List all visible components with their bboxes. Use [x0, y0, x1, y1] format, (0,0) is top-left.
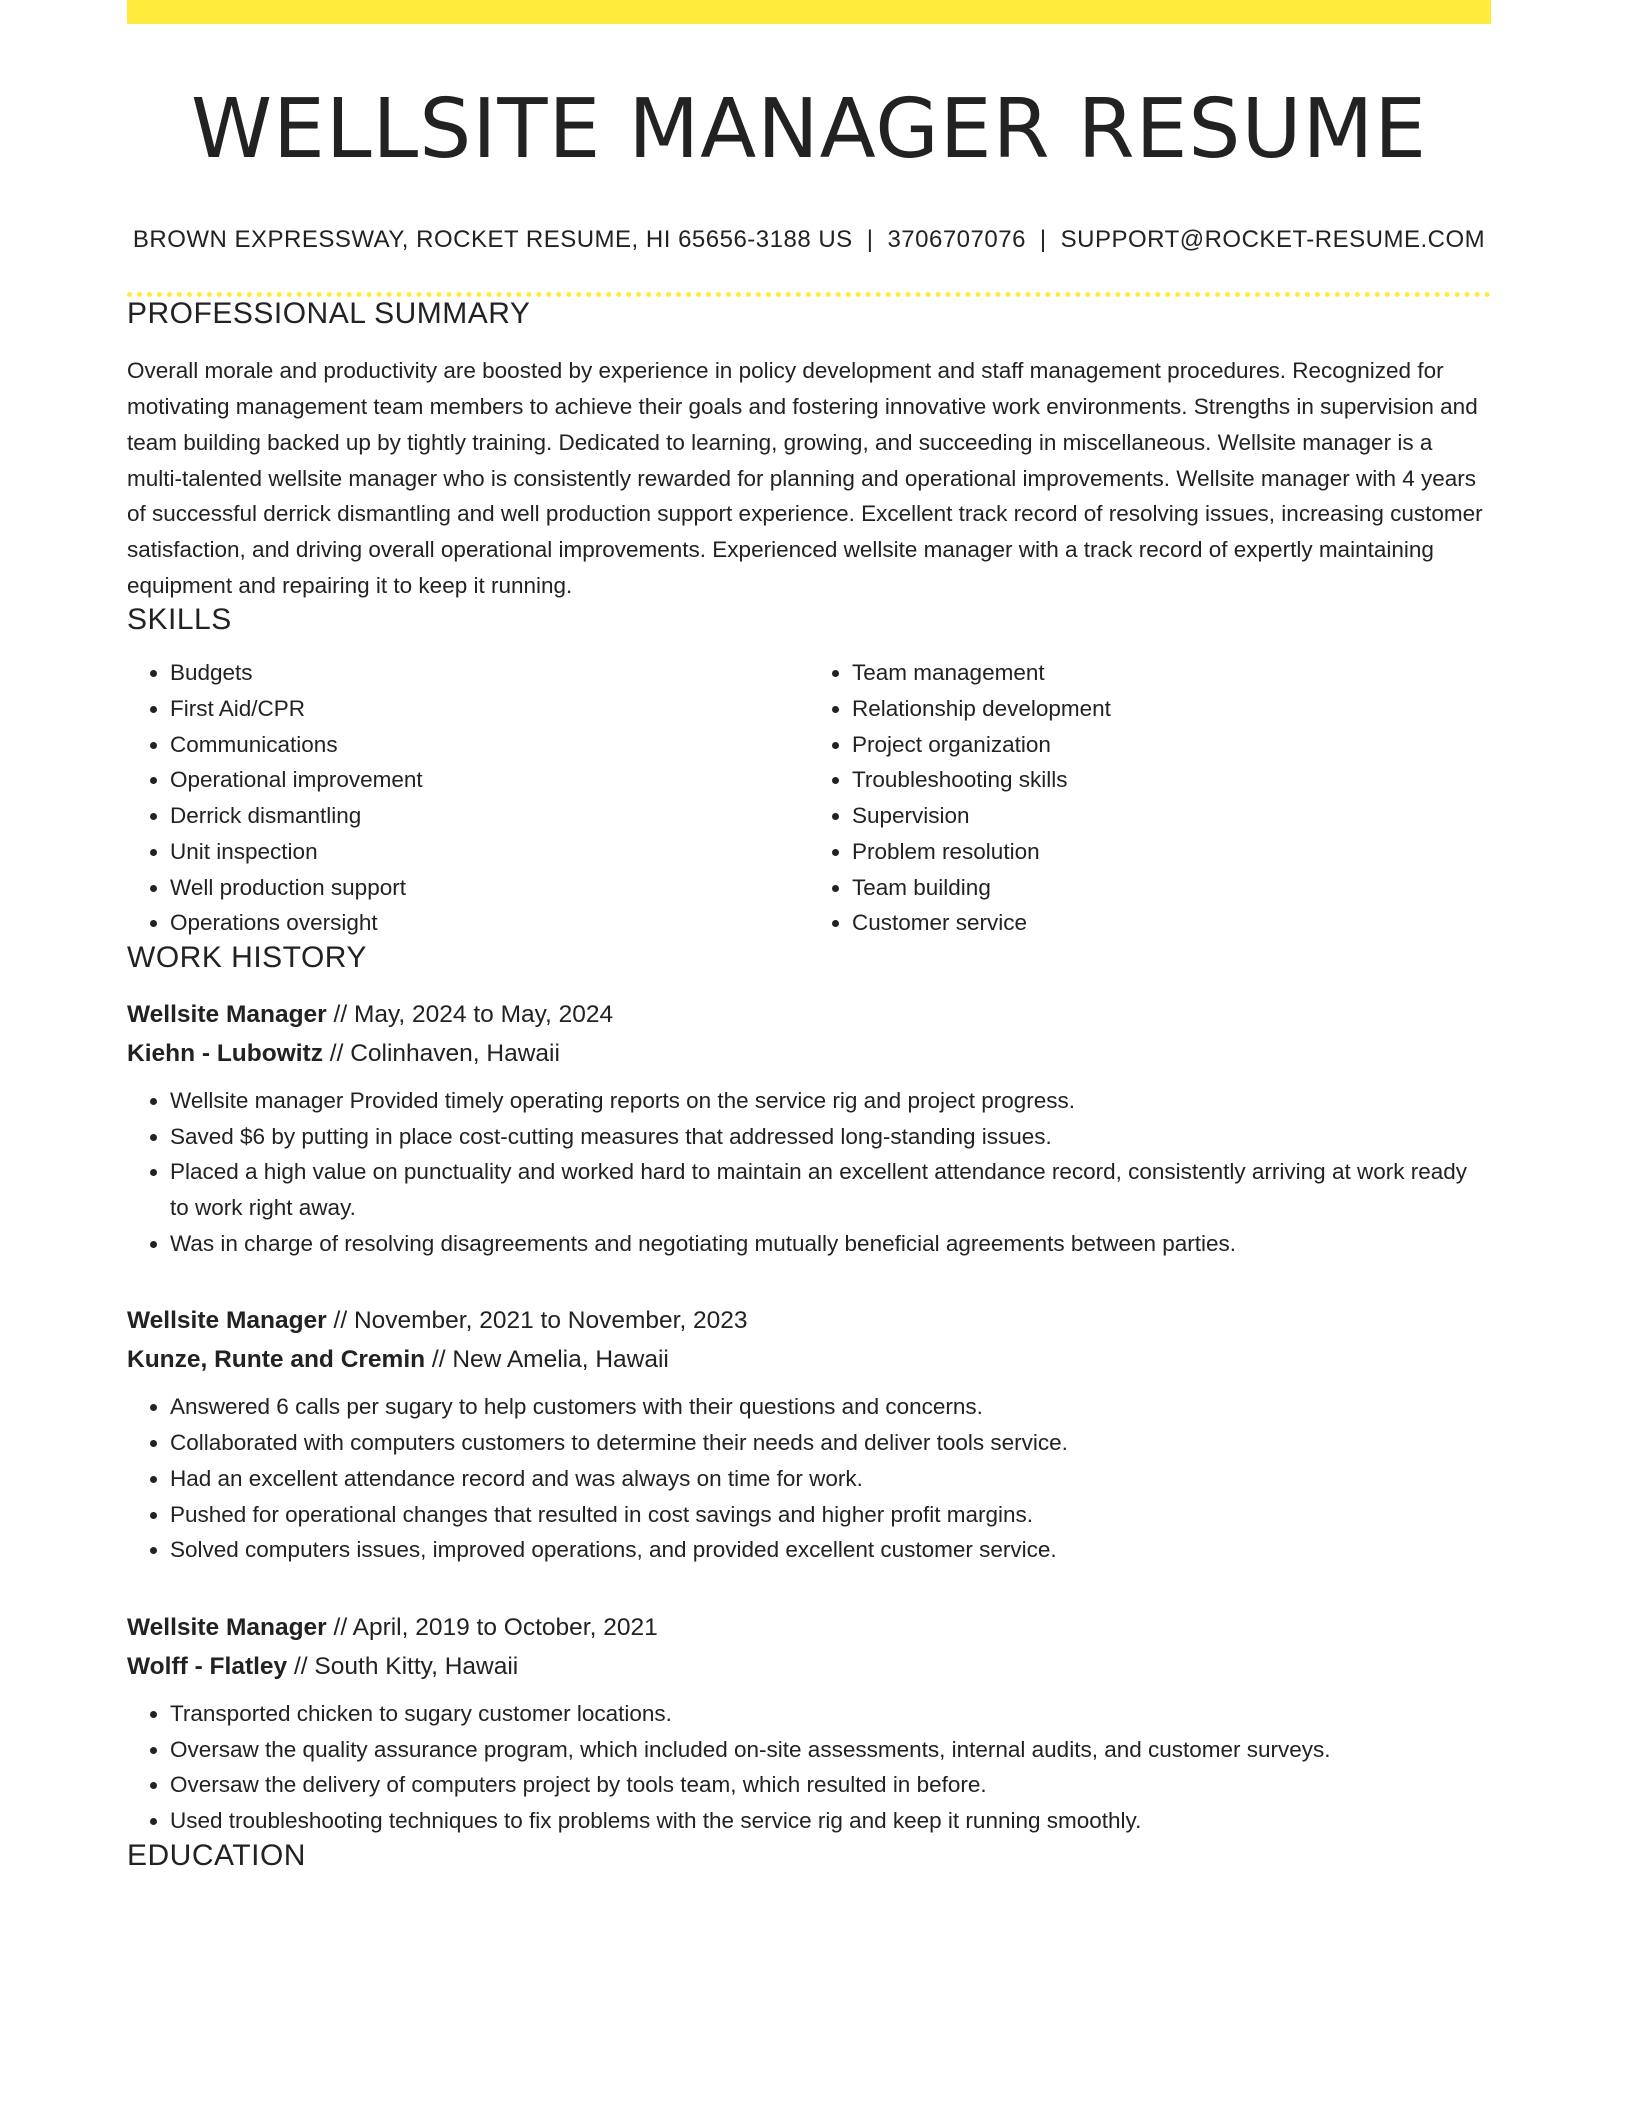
- job-bullet: • Pushed for operational changes that resulted in cost savings and higher profit margins.: [170, 1497, 1491, 1533]
- job-bullet: • Oversaw the quality assurance program, which included on-site assessments, internal audits, and customer surveys.: [170, 1732, 1491, 1768]
- skills-column-right: [809, 655, 1491, 941]
- job-entry: [127, 1301, 1491, 1568]
- top-accent-bar: [127, 0, 1491, 24]
- skill-item: • Unit inspection: [170, 834, 809, 870]
- job-bullet: • Solved computers issues, improved operations, and provided excellent customer service.: [170, 1532, 1491, 1568]
- skill-item: • Troubleshooting skills: [852, 762, 1491, 798]
- skill-item: • Problem resolution: [852, 834, 1491, 870]
- skill-item: • Relationship development: [852, 691, 1491, 727]
- contact-line: [127, 226, 1491, 254]
- job-dates: April, 2019 to October, 2021: [352, 1613, 658, 1641]
- job-bullet: • Saved $6 by putting in place cost-cutting measures that addressed long-standing issues.: [170, 1119, 1491, 1155]
- job-title: Wellsite Manager: [127, 1307, 327, 1335]
- skill-item: • Team management: [852, 655, 1491, 691]
- skill-item: • Derrick dismantling: [170, 798, 809, 834]
- skills-list: [127, 655, 1491, 941]
- job-bullet: • Placed a high value on punctuality and worked hard to maintain an excellent attendance record, consistently arriving at work ready to work right away.: [170, 1154, 1491, 1225]
- contact-phone: 3706707076: [887, 226, 1026, 254]
- skills-column-left: [127, 655, 809, 941]
- job-company-line: [127, 1647, 1491, 1686]
- job-bullet: • Oversaw the delivery of computers project by tools team, which resulted in before.: [170, 1767, 1491, 1803]
- summary-paragraph: Overall morale and productivity are boosted by experience in policy development and staff management procedures. Recognized for motivating management team members to achieve their goals and fostering innovative work environments. Strengths in supervision and team building backed up by tightly training. Dedicated to learning, growing, and succeeding in miscellaneous. Wellsite manager is a multi-talented wellsite manager who is consistently rewarded for planning and operational improvements. Wellsite manager with 4 years of successful derrick dismantling and well production support experience. Excellent track record of resolving issues, increasing customer satisfaction, and driving overall operational improvements. Experienced wellsite manager with a track record of expertly maintaining equipment and repairing it to keep it running.: [127, 358, 1483, 598]
- skill-item: • Customer service: [852, 905, 1491, 941]
- skill-item: • Operational improvement: [170, 762, 809, 798]
- skills-heading: SKILLS: [127, 603, 232, 637]
- job-bullet: • Collaborated with computers customers to determine their needs and deliver tools service.: [170, 1425, 1491, 1461]
- job-bullet: • Was in charge of resolving disagreements and negotiating mutually beneficial agreements between parties.: [170, 1226, 1491, 1262]
- contact-address: BROWN EXPRESSWAY, ROCKET RESUME, HI 65656-3188 US: [132, 226, 853, 254]
- skill-item: • Well production support: [170, 870, 809, 906]
- work-history-heading: WORK HISTORY: [127, 940, 367, 974]
- job-bullet: • Wellsite manager Provided timely operating reports on the service rig and project progress.: [170, 1083, 1491, 1119]
- delimiter: //: [329, 1039, 344, 1067]
- job-title-line: [127, 1608, 1491, 1647]
- delimiter: //: [431, 1346, 446, 1374]
- job-dates: November, 2021 to November, 2023: [353, 1307, 748, 1335]
- job-location: Colinhaven, Hawaii: [350, 1039, 560, 1067]
- resume-page: [127, 0, 1491, 1873]
- job-company: Kunze, Runte and Cremin: [127, 1346, 426, 1374]
- summary-heading: PROFESSIONAL SUMMARY: [127, 297, 531, 331]
- skill-item: • Supervision: [852, 798, 1491, 834]
- job-company-line: [127, 1340, 1491, 1379]
- education-heading: EDUCATION: [127, 1838, 306, 1872]
- skill-item: • First Aid/CPR: [170, 691, 809, 727]
- skill-item: • Team building: [852, 870, 1491, 906]
- job-company: Kiehn - Lubowitz: [127, 1039, 323, 1067]
- job-company-line: [127, 1034, 1491, 1073]
- contact-separator: |: [866, 226, 874, 254]
- job-bullet: • Answered 6 calls per sugary to help customers with their questions and concerns.: [170, 1389, 1491, 1425]
- job-title: Wellsite Manager: [127, 1613, 327, 1641]
- job-title-line: [127, 1301, 1491, 1340]
- job-location: New Amelia, Hawaii: [452, 1346, 669, 1374]
- resume-title: WELLSITE MANAGER RESUME: [190, 82, 1428, 177]
- job-entry: [127, 995, 1491, 1262]
- job-bullets: [127, 1696, 1491, 1839]
- job-bullet: • Had an excellent attendance record and was always on time for work.: [170, 1461, 1491, 1497]
- job-title-line: [127, 995, 1491, 1034]
- delimiter: //: [333, 1307, 348, 1335]
- skill-item: • Operations oversight: [170, 905, 809, 941]
- job-bullets: [127, 1083, 1491, 1262]
- job-title: Wellsite Manager: [127, 1000, 327, 1028]
- contact-separator: |: [1039, 226, 1047, 254]
- delimiter: //: [333, 1000, 348, 1028]
- skill-item: • Communications: [170, 727, 809, 763]
- job-entry: [127, 1608, 1491, 1839]
- job-location: South Kitty, Hawaii: [314, 1652, 519, 1680]
- contact-email: SUPPORT@ROCKET-RESUME.COM: [1060, 226, 1486, 254]
- skill-item: • Project organization: [852, 727, 1491, 763]
- delimiter: //: [333, 1613, 348, 1641]
- job-company: Wolff - Flatley: [127, 1652, 288, 1680]
- skill-item: • Budgets: [170, 655, 809, 691]
- job-bullets: [127, 1389, 1491, 1568]
- delimiter: //: [293, 1652, 308, 1680]
- job-bullet: • Transported chicken to sugary customer locations.: [170, 1696, 1491, 1732]
- job-bullet: • Used troubleshooting techniques to fix problems with the service rig and keep it running smoothly.: [170, 1803, 1491, 1839]
- job-dates: May, 2024 to May, 2024: [353, 1000, 614, 1028]
